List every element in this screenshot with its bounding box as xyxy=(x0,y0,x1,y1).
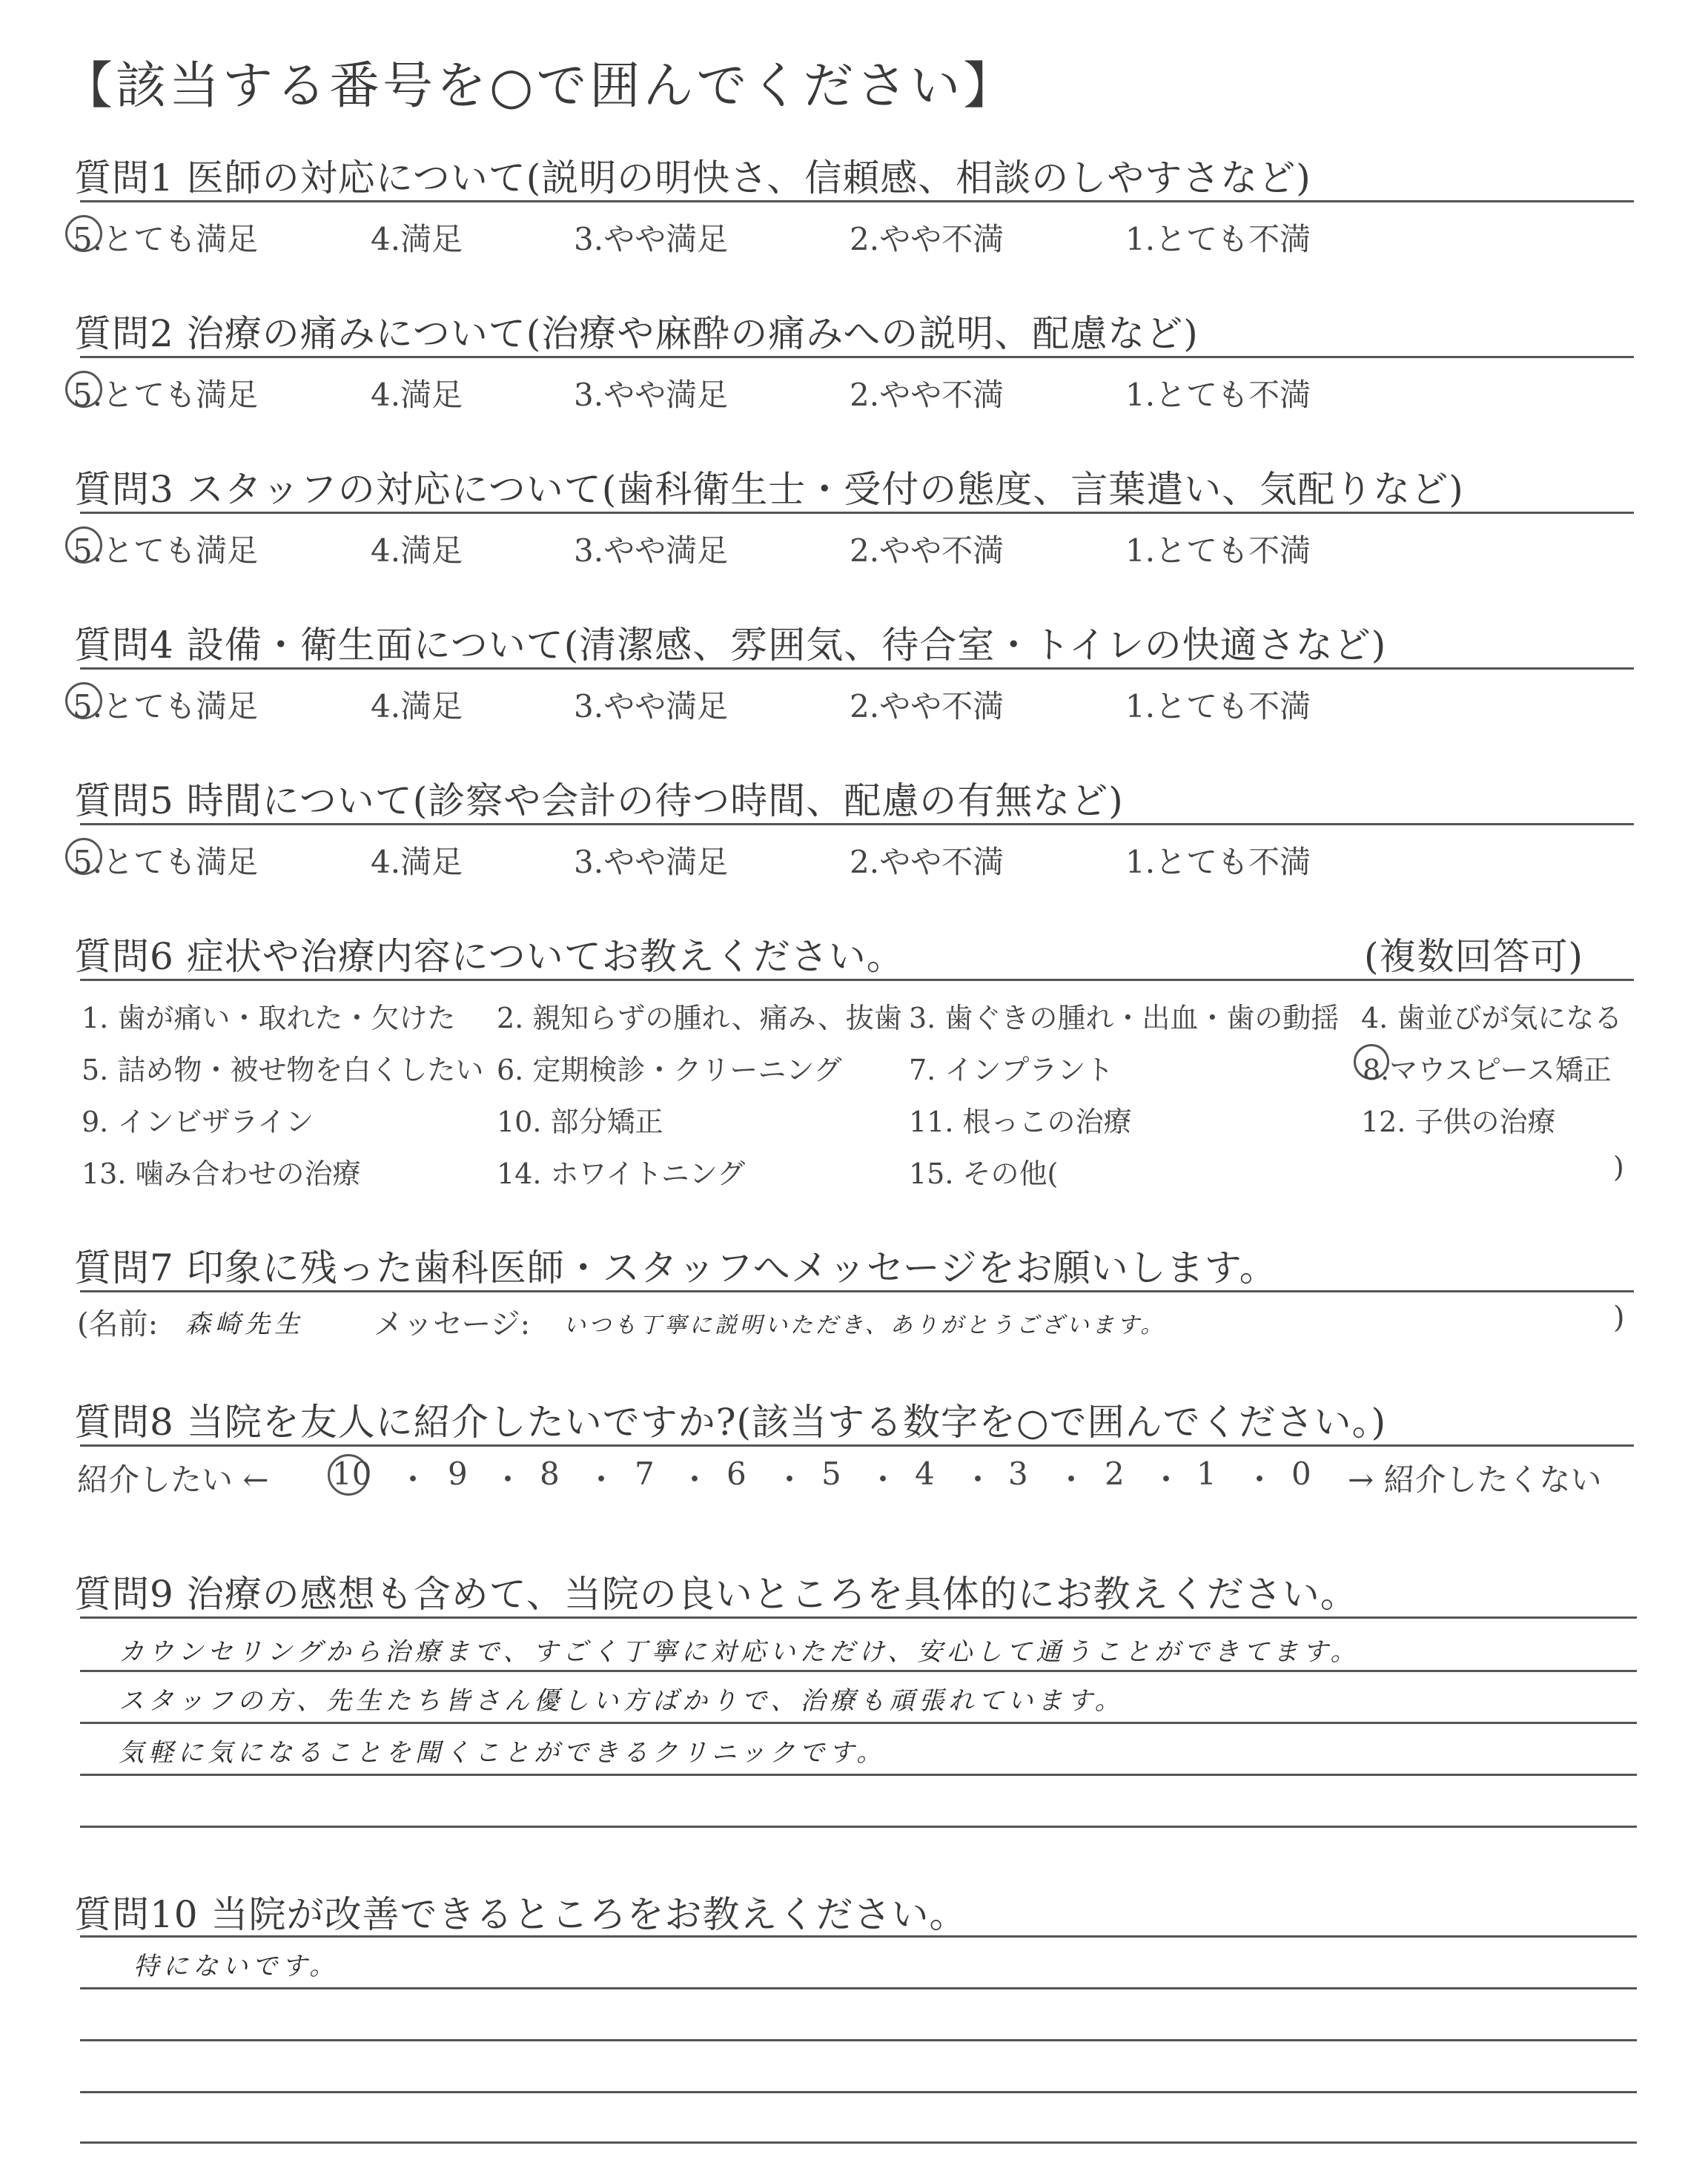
question-4-options xyxy=(65,682,1652,724)
scale-0[interactable]: 0 xyxy=(1291,1456,1311,1492)
multiple-answer-note: (複数回答可) xyxy=(1364,935,1584,978)
scale-4[interactable]: 4 xyxy=(915,1456,935,1492)
message-label: メッセージ: xyxy=(374,1307,531,1341)
question-9-title: 質問9 治療の感想も含めて、当院の良いところを具体的にお教えください。 xyxy=(74,1573,1358,1616)
rule xyxy=(80,1935,1637,1938)
scale-3[interactable]: 3 xyxy=(1008,1456,1028,1492)
option-2[interactable]: 2.やや不満 xyxy=(850,221,1004,257)
rule xyxy=(80,1290,1634,1292)
answer-rule xyxy=(80,2091,1637,2093)
rule xyxy=(80,200,1634,202)
question-2-title: 質問2 治療の痛みについて(治療や麻酔の痛みへの説明、配慮など) xyxy=(74,312,1199,355)
scale-dot: ・ xyxy=(867,1462,899,1498)
symptom-item-4[interactable]: 4. 歯並びが気になる xyxy=(1361,1002,1623,1034)
symptom-item-3[interactable]: 3. 歯ぐきの腫れ・出血・歯の動揺 xyxy=(909,1002,1340,1034)
option-3[interactable]: 3.やや満足 xyxy=(574,688,729,724)
scale-7[interactable]: 7 xyxy=(635,1456,655,1492)
option-4[interactable]: 4.満足 xyxy=(371,688,463,724)
rule xyxy=(80,979,1634,981)
answer-rule xyxy=(80,1987,1637,1989)
rule xyxy=(80,512,1634,514)
name-value[interactable]: 森崎先生 xyxy=(185,1309,304,1339)
answer-line-1[interactable]: カウンセリングから治療まで、すごく丁寧に対応いただけ、安心して通うことができてます。 xyxy=(119,1637,1360,1667)
scale-1[interactable]: 1 xyxy=(1196,1456,1217,1492)
scale-5[interactable]: 5 xyxy=(821,1456,841,1492)
scale-9[interactable]: 9 xyxy=(448,1456,468,1492)
answer-rule xyxy=(80,1670,1637,1672)
question-7-title: 質問7 印象に残った歯科医師・スタッフへメッセージをお願いします。 xyxy=(74,1246,1277,1289)
scale-10[interactable]: 10 xyxy=(332,1456,372,1492)
symptom-item-7[interactable]: 7. インプラント xyxy=(909,1054,1114,1086)
scale-right-label: → 紹介したくない xyxy=(1348,1462,1602,1498)
scale-dot: ・ xyxy=(1056,1462,1088,1498)
symptom-item-11[interactable]: 11. 根っこの治療 xyxy=(909,1106,1132,1138)
option-1[interactable]: 1.とても不満 xyxy=(1125,221,1311,257)
option-4[interactable]: 4.満足 xyxy=(371,844,463,880)
scale-dot: ・ xyxy=(1151,1462,1182,1498)
scale-dot: ・ xyxy=(774,1462,806,1498)
scale-dot: ・ xyxy=(492,1462,524,1498)
option-3[interactable]: 3.やや満足 xyxy=(574,844,729,880)
symptom-item-12[interactable]: 12. 子供の治療 xyxy=(1361,1106,1556,1138)
question-5-title: 質問5 時間について(診察や会計の待つ時間、配慮の有無など) xyxy=(74,779,1124,822)
option-2[interactable]: 2.やや不満 xyxy=(850,377,1004,413)
option-4[interactable]: 4.満足 xyxy=(371,221,463,257)
name-label: (名前: xyxy=(77,1307,159,1341)
answer-line-2[interactable]: スタッフの方、先生たち皆さん優しい方ばかりで、治療も頑張れています。 xyxy=(119,1686,1125,1716)
improvement-line-1[interactable]: 特にないです。 xyxy=(133,1952,340,1981)
recommend-scale xyxy=(77,1456,1634,1500)
answer-rule xyxy=(80,2039,1637,2041)
question-8-title: 質問8 当院を友人に紹介したいですか?(該当する数字を○で囲んでください。) xyxy=(74,1401,1387,1444)
question-4-title: 質問4 設備・衛生面について(清潔感、雰囲気、待合室・トイレの快適さなど) xyxy=(74,624,1387,667)
option-5[interactable]: 5.とても満足 xyxy=(73,688,259,724)
option-3[interactable]: 3.やや満足 xyxy=(574,221,729,257)
scale-8[interactable]: 8 xyxy=(540,1456,560,1492)
answer-rule xyxy=(80,2141,1637,2144)
option-3[interactable]: 3.やや満足 xyxy=(574,377,729,413)
question-3-title: 質問3 スタッフの対応について(歯科衛生士・受付の態度、言葉遣い、気配りなど) xyxy=(74,468,1464,511)
answer-line-3[interactable]: 気軽に気になることを聞くことができるクリニックです。 xyxy=(119,1738,887,1768)
scale-dot: ・ xyxy=(397,1462,429,1498)
symptom-item-1[interactable]: 1. 歯が痛い・取れた・欠けた xyxy=(82,1002,456,1034)
answer-rule xyxy=(80,1774,1637,1776)
symptom-item-2[interactable]: 2. 親知らずの腫れ、痛み、抜歯 xyxy=(497,1002,902,1034)
option-4[interactable]: 4.満足 xyxy=(371,532,463,569)
scale-dot: ・ xyxy=(679,1462,711,1498)
question-2-options xyxy=(65,371,1652,413)
scale-dot: ・ xyxy=(962,1462,994,1498)
option-3[interactable]: 3.やや満足 xyxy=(574,532,729,569)
option-1[interactable]: 1.とても不満 xyxy=(1125,377,1311,413)
question-5-options xyxy=(65,838,1652,880)
option-5[interactable]: 5.とても満足 xyxy=(73,532,259,569)
option-5[interactable]: 5.とても満足 xyxy=(73,844,259,880)
question-1-options xyxy=(65,215,1652,257)
option-2[interactable]: 2.やや不満 xyxy=(850,844,1004,880)
option-2[interactable]: 2.やや不満 xyxy=(850,532,1004,569)
option-4[interactable]: 4.満足 xyxy=(371,377,463,413)
message-close-paren: ) xyxy=(1613,1301,1625,1335)
symptom-item-15[interactable]: 15. その他( xyxy=(909,1157,1059,1190)
question-1-title: 質問1 医師の対応について(説明の明快さ、信頼感、相談のしやすさなど) xyxy=(74,156,1311,199)
scale-dot: ・ xyxy=(586,1462,618,1498)
option-5[interactable]: 5.とても満足 xyxy=(73,221,259,257)
option-1[interactable]: 1.とても不満 xyxy=(1125,844,1311,880)
other-close-paren: ) xyxy=(1613,1151,1624,1183)
question-10-title: 質問10 当院が改善できるところをお教えください。 xyxy=(74,1893,967,1936)
option-1[interactable]: 1.とても不満 xyxy=(1125,532,1311,569)
symptom-item-8[interactable]: 8.マウスピース矯正 xyxy=(1363,1054,1612,1086)
answer-rule xyxy=(80,1722,1637,1724)
question-3-options xyxy=(65,526,1652,569)
symptom-item-14[interactable]: 14. ホワイトニング xyxy=(497,1157,746,1190)
symptom-item-13[interactable]: 13. 噛み合わせの治療 xyxy=(82,1157,361,1190)
question-6-title: 質問6 症状や治療内容についてお教えください。 xyxy=(74,935,904,978)
answer-rule xyxy=(80,1826,1637,1828)
option-1[interactable]: 1.とても不満 xyxy=(1125,688,1311,724)
rule xyxy=(80,667,1634,670)
rule xyxy=(80,1616,1637,1619)
scale-6[interactable]: 6 xyxy=(726,1456,747,1492)
rule xyxy=(80,823,1634,825)
scale-2[interactable]: 2 xyxy=(1105,1456,1125,1492)
scale-dot: ・ xyxy=(1244,1462,1276,1498)
option-5[interactable]: 5.とても満足 xyxy=(73,377,259,413)
page-title: 【該当する番号を○で囲んでください】 xyxy=(62,57,1017,116)
symptom-item-9[interactable]: 9. インビザライン xyxy=(82,1106,314,1138)
rule xyxy=(80,356,1634,358)
message-value[interactable]: いつも丁寧に説明いただき、ありがとうございます。 xyxy=(563,1312,1166,1338)
option-2[interactable]: 2.やや不満 xyxy=(850,688,1004,724)
symptom-item-6[interactable]: 6. 定期検診・クリーニング xyxy=(497,1054,842,1086)
symptom-item-5[interactable]: 5. 詰め物・被せ物を白くしたい xyxy=(82,1054,484,1086)
scale-left-label: 紹介したい ← xyxy=(77,1462,269,1498)
rule xyxy=(80,1444,1634,1447)
symptom-item-10[interactable]: 10. 部分矯正 xyxy=(497,1106,663,1138)
